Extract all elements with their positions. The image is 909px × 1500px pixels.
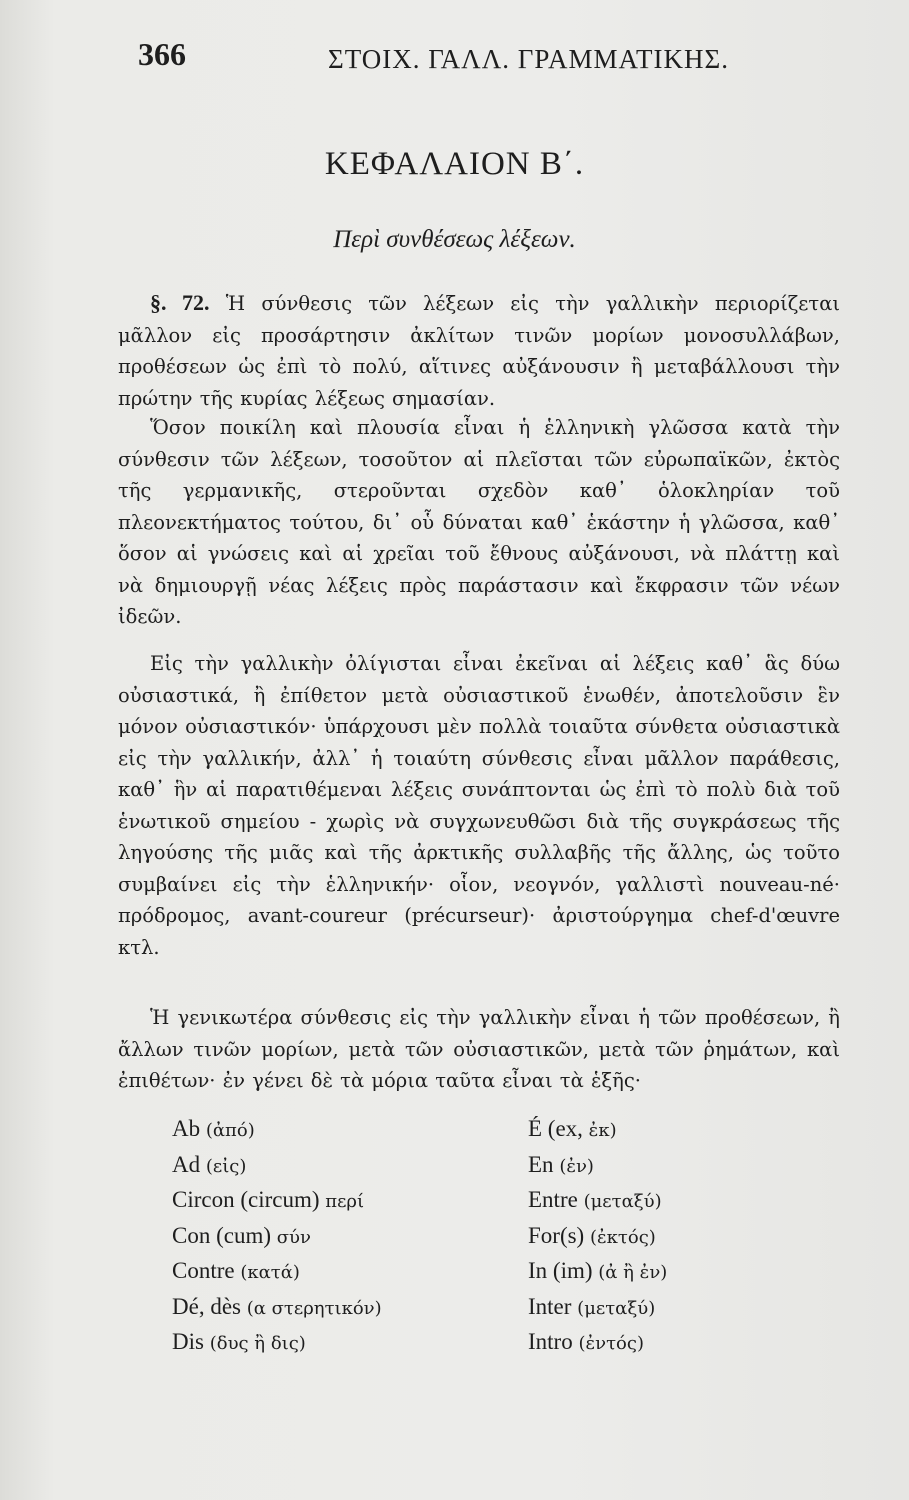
- paragraph-1: [118, 287, 840, 414]
- prefix-fr: É (ex,: [528, 1116, 583, 1141]
- list-item: [528, 1325, 667, 1361]
- prefix-gr: (ἐντός): [578, 1333, 644, 1354]
- page-number: 366: [138, 36, 186, 72]
- prefix-gr: σύν: [276, 1226, 311, 1248]
- prefix-list-right: [528, 1112, 667, 1361]
- prefix-fr: Entre: [528, 1187, 578, 1212]
- paragraph-text: Ἡ σύνθεσις τῶν λέξεων εἰς τὴν γαλλικὴν περιορίζεται μᾶλλον εἰς προσάρτησιν ἀκλίτων τινῶν μορίων μονοσυλλάβων, προθέσεων ὡς ἐπὶ τὸ πολύ, αἵτινες αὐξάνουσιν ἢ μεταβάλλουσι τὴν πρώτην τῆς κυρίας λέξεως σημασίαν.: [118, 292, 841, 410]
- prefix-gr: (δυς ἢ δις): [209, 1333, 306, 1354]
- section-mark: §. 72.: [150, 290, 210, 315]
- paragraph-3: [118, 648, 840, 963]
- prefix-fr: For(s): [528, 1222, 585, 1248]
- list-item: [172, 1183, 382, 1219]
- prefix-gr: (εἰς): [205, 1155, 247, 1177]
- prefix-list-left: [172, 1112, 382, 1361]
- paragraph-text: Ἡ γενικωτέρα σύνθεσις εἰς τὴν γαλλικὴν εἶναι ἡ τῶν προθέσεων, ἢ ἄλλων τινῶν μορίων, μετὰ τῶν οὐσιαστικῶν, μετὰ τῶν ῥημάτων, καὶ ἐπιθέτων· ἐν γένει δὲ τὰ μόρια ταῦτα εἶναι τὰ ἑξῆς·: [118, 1006, 840, 1092]
- prefix-gr: (ἐκτός): [589, 1226, 656, 1248]
- prefix-gr: (ἀ ἢ ἐν): [598, 1262, 668, 1283]
- list-item: [528, 1219, 667, 1255]
- prefix-gr: (α στερητικόν): [246, 1297, 382, 1319]
- list-item: [528, 1254, 667, 1290]
- prefix-fr: Circon (circum): [172, 1187, 320, 1212]
- prefix-fr: Ad: [172, 1151, 201, 1177]
- list-item: [172, 1254, 382, 1290]
- list-item: [528, 1148, 667, 1184]
- prefix-gr: (μεταξύ): [583, 1191, 662, 1212]
- list-item: [528, 1290, 667, 1326]
- prefix-gr: (μεταξύ): [577, 1297, 656, 1319]
- prefix-fr: Ab: [172, 1116, 201, 1141]
- prefix-fr: Con (cum): [172, 1222, 272, 1248]
- list-item: [528, 1183, 667, 1219]
- paragraph-4: [118, 1002, 840, 1097]
- list-item: [172, 1148, 382, 1184]
- prefix-fr: Dé, dès: [172, 1293, 241, 1319]
- prefix-fr: Inter: [528, 1293, 572, 1319]
- chapter-title: ΚΕΦΑΛΑΙΟΝ Β΄.: [324, 146, 585, 182]
- prefix-gr: (ἐν): [559, 1155, 594, 1177]
- prefix-fr: In (im): [528, 1258, 593, 1283]
- chapter-subtitle: Περὶ συνθέσεως λέξεων.: [333, 226, 576, 253]
- list-item: [528, 1112, 667, 1148]
- prefix-gr: (κατά): [240, 1262, 300, 1283]
- paragraph-2: [118, 412, 840, 633]
- list-item: [172, 1290, 382, 1326]
- prefix-gr: ἐκ): [588, 1120, 617, 1141]
- paragraph-text: Εἰς τὴν γαλλικὴν ὀλίγισται εἶναι ἐκεῖναι αἱ λέξεις καθ᾽ ἃς δύω οὐσιαστικά, ἢ ἐπίθετον μετὰ οὐσιαστικοῦ ἑνωθέν, ἀποτελοῦσιν ἓν μόνον οὐσιαστικόν· ὑπάρχουσι μὲν πολλὰ τοιαῦτα σύνθετα οὐσιαστικὰ εἰς τὴν γαλλικήν, ἀλλ᾽ ἡ τοιαύτη σύνθεσις εἶναι μᾶλλον παράθεσις, καθ᾽ ἣν αἱ παρατιθέμεναι λέξεις συνάπτονται ὡς ἐπὶ τὸ πολὺ διὰ τοῦ ἑνωτικοῦ σημείου - χωρὶς νὰ συγχωνευθῶσι διὰ τῆς συγκράσεως τῆς ληγούσης τῆς μιᾶς καὶ τῆς ἀρκτικῆς συλλαβῆς τῆς ἄλλης, ὡς τοῦτο συμβαίνει εἰς τὴν ἑλληνικήν· οἷον, νεογνόν, γαλλιστὶ nouveau-né· πρόδρομος, avant-coureur (précurseur)· ἀριστούργημα chef-d'œuvre κτλ.: [118, 652, 840, 959]
- list-item: [172, 1112, 382, 1148]
- prefix-gr: περί: [325, 1191, 365, 1212]
- prefix-gr: (ἀπό): [205, 1120, 255, 1141]
- prefix-fr: En: [528, 1151, 554, 1177]
- paragraph-text: Ὅσον ποικίλη καὶ πλουσία εἶναι ἡ ἑλληνικὴ γλῶσσα κατὰ τὴν σύνθεσιν τῶν λέξεων, τοσοῦτον αἱ πλεῖσται τῶν εὐρωπαϊκῶν, ἐκτὸς τῆς γερμανικῆς, στεροῦνται σχεδὸν καθ᾽ ὁλοκληρίαν τοῦ πλεονεκτήματος τούτου, δι᾽ οὗ δύναται καθ᾽ ἑκάστην ἡ γλῶσσα, καθ᾽ ὅσον αἱ γνώσεις καὶ αἱ χρεῖαι τοῦ ἔθνους αὐξάνουσι, νὰ πλάττῃ καὶ νὰ δημιουργῇ νέας λέξεις πρὸς παράστασιν καὶ ἔκφρασιν τῶν νέων ἰδεῶν.: [118, 416, 840, 628]
- prefix-fr: Dis: [172, 1329, 204, 1354]
- running-title: ΣΤΟΙΧ. ΓΑΛΛ. ΓΡΑΜΜΑΤΙΚΗΣ.: [328, 44, 729, 74]
- prefix-fr: Contre: [172, 1258, 235, 1283]
- list-item: [172, 1325, 382, 1361]
- list-item: [172, 1219, 382, 1255]
- prefix-fr: Intro: [528, 1329, 573, 1354]
